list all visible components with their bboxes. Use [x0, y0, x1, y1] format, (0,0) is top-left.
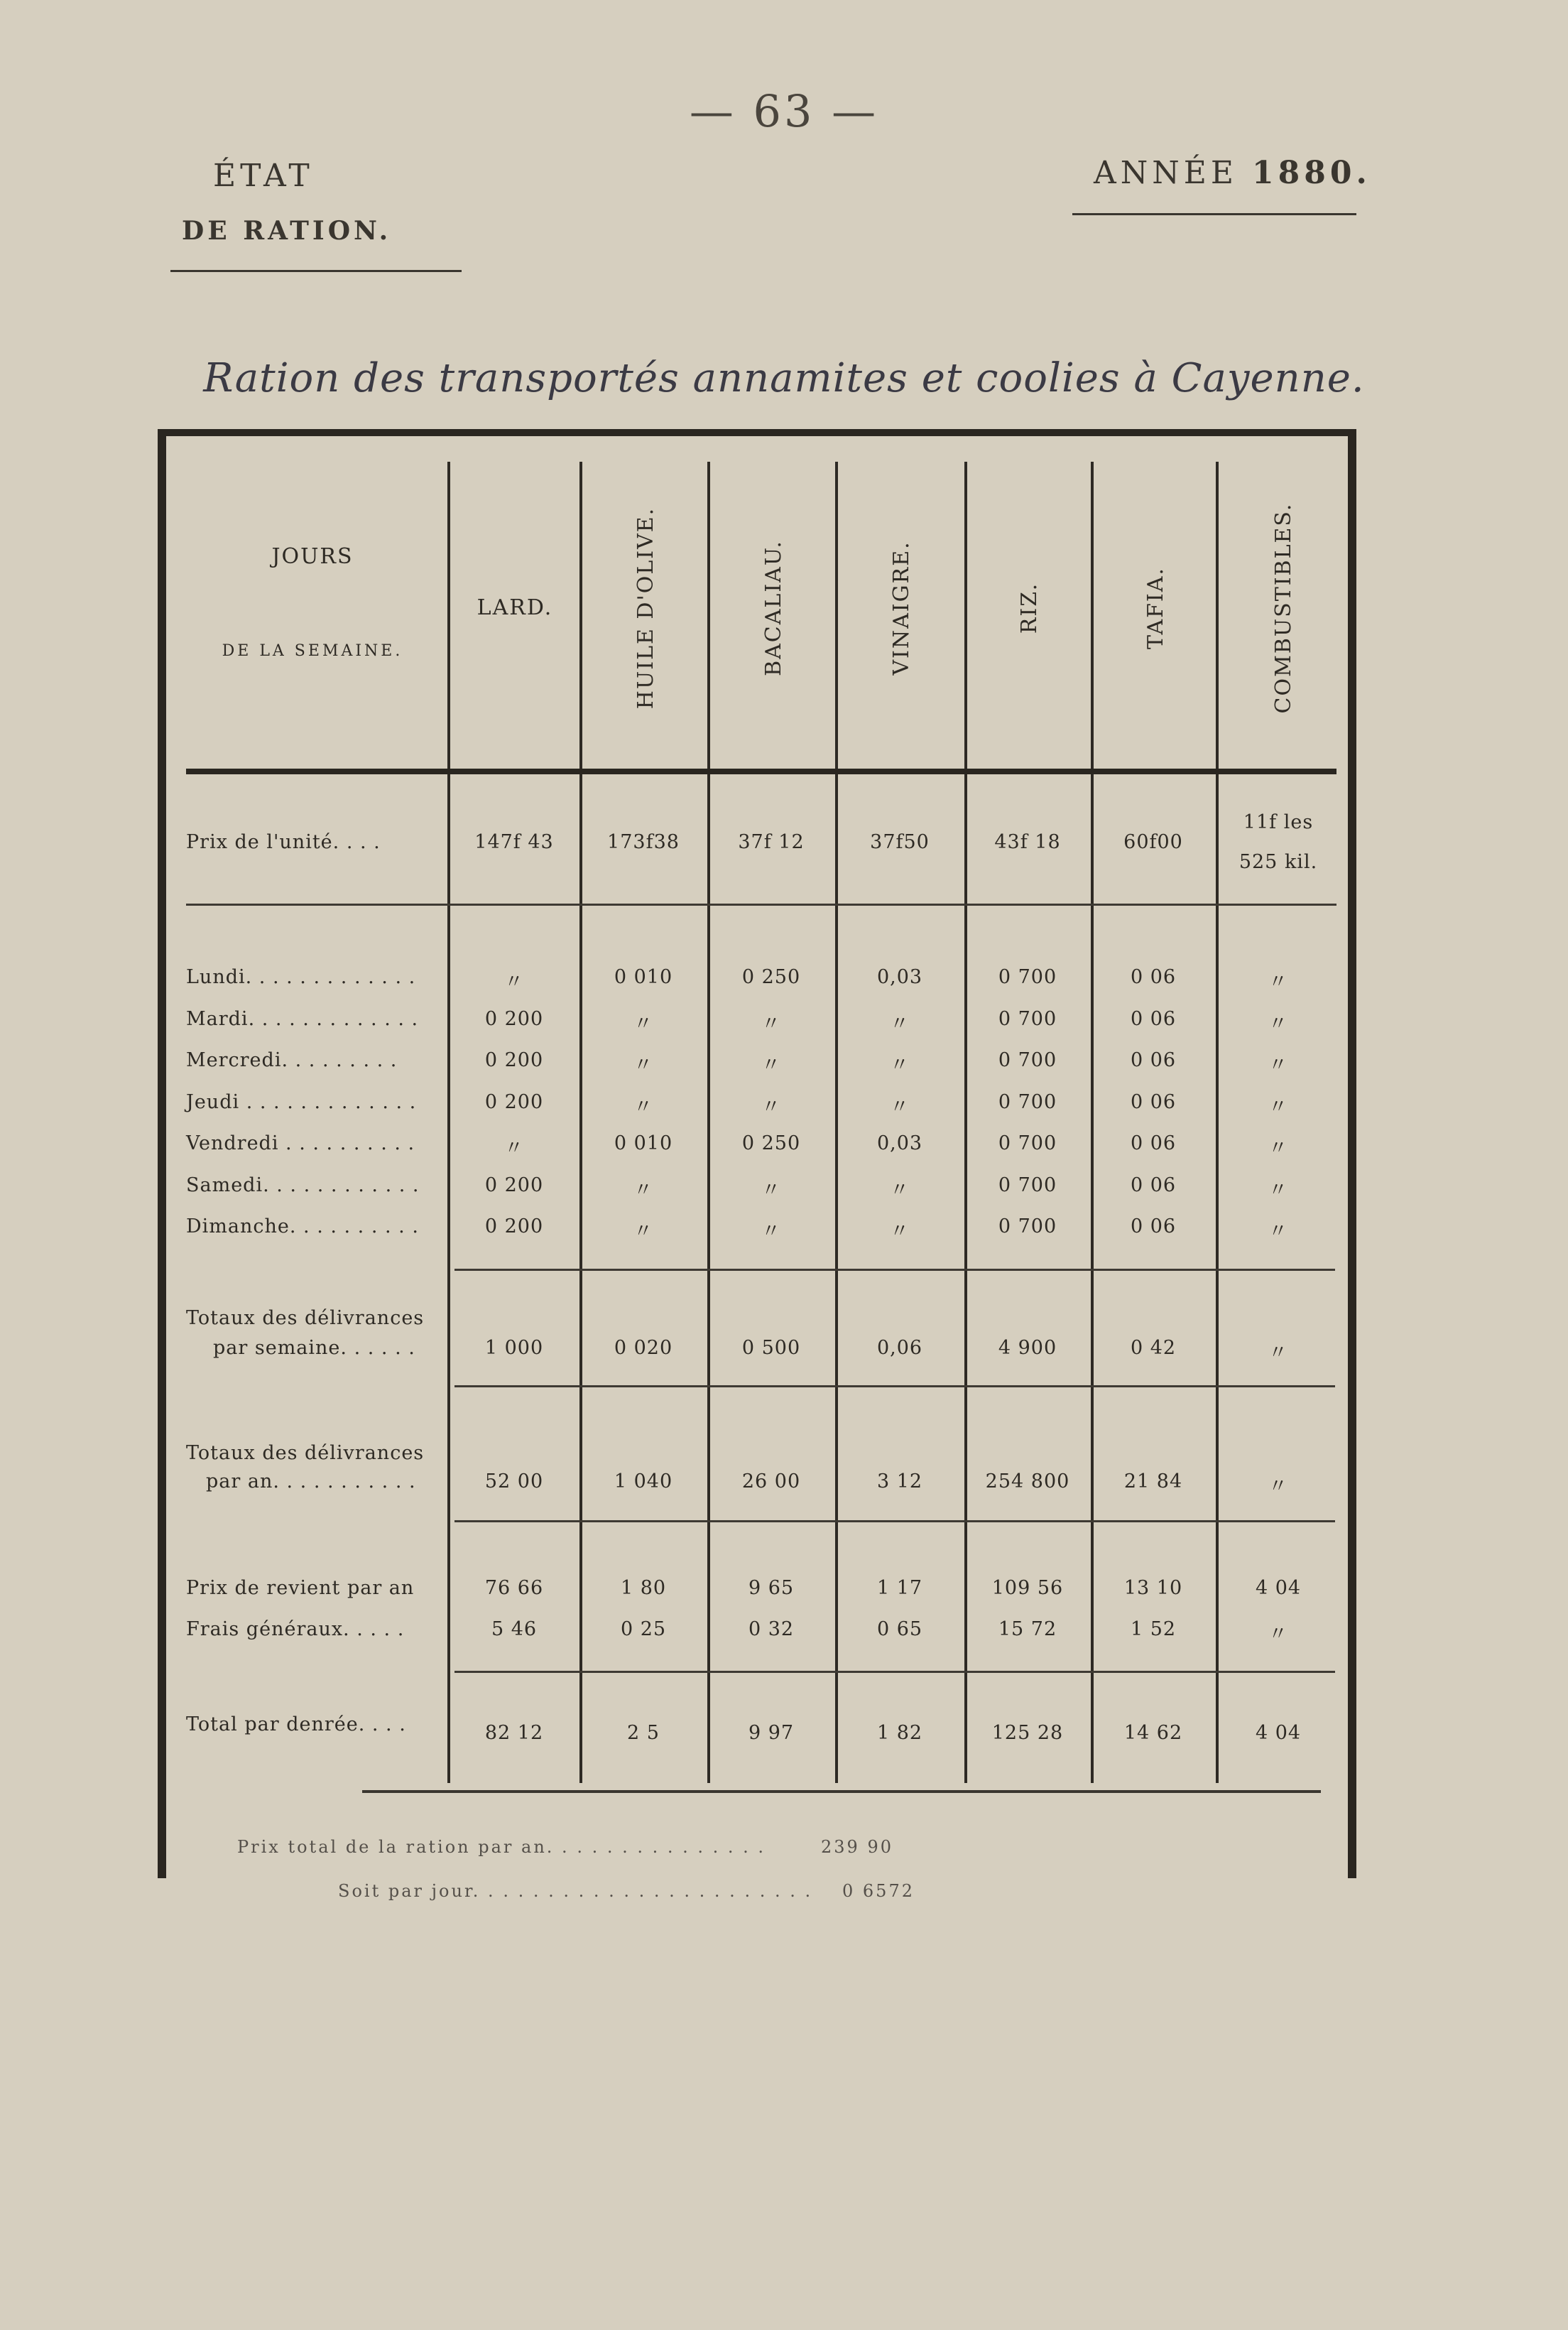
day-cell-combustibles: 〃 [1268, 1220, 1288, 1242]
totaux-an-lard: 52 00 [484, 1470, 544, 1492]
totaux-semaine-bacaliau: 0 500 [741, 1337, 801, 1359]
prix-revient-tafia: 13 10 [1123, 1577, 1183, 1599]
header-vinaigre: VINAIGRE. [889, 541, 914, 676]
day-cell-riz: 0 700 [998, 1132, 1057, 1154]
day-cell-bacaliau: 0 250 [741, 966, 801, 988]
row-label-totaux-semaine-2: par semaine. . . . . . [213, 1337, 415, 1359]
day-cell-lard: 〃 [504, 1137, 524, 1159]
day-cell-vinaigre: 0,03 [876, 966, 923, 988]
day-cell-lard: 0 200 [484, 1174, 544, 1196]
page-number: — 63 — [689, 85, 879, 137]
page-title: Ration des transportés annamites et coolies à Cayenne. [203, 355, 1365, 401]
totaux-semaine-tafia: 0 42 [1130, 1337, 1177, 1359]
total-denree-tafia: 14 62 [1123, 1722, 1183, 1744]
day-cell-combustibles: 〃 [1268, 1012, 1288, 1035]
decorative-rule [1072, 213, 1356, 215]
day-cell-lard: 〃 [504, 971, 524, 993]
table-frame-right [1348, 429, 1356, 1878]
totaux-an-riz: 254 800 [985, 1470, 1070, 1492]
par-jour-label: Soit par jour. . . . . . . . . . . . . . . . . . . . . . . [338, 1881, 813, 1901]
day-cell-bacaliau: 〃 [761, 1178, 781, 1201]
frais-riz: 15 72 [998, 1618, 1057, 1640]
header-tafia: TAFIA. [1143, 567, 1168, 649]
totaux-semaine-vinaigre: 0,06 [876, 1337, 923, 1359]
day-cell-huile: 〃 [633, 1012, 653, 1035]
decorative-rule [170, 270, 462, 272]
header-huile-olive: HUILE D'OLIVE. [633, 506, 658, 710]
row-label-totaux-semaine-1: Totaux des délivrances [186, 1307, 425, 1329]
day-cell-vinaigre: 0,03 [876, 1132, 923, 1154]
row-rule [454, 1520, 1335, 1522]
total-denree-lard: 82 12 [484, 1722, 544, 1744]
prix-huile: 173f38 [607, 831, 680, 853]
day-cell-tafia: 0 06 [1130, 1132, 1177, 1154]
header-combustibles: COMBUSTIBLES. [1271, 502, 1296, 714]
header-jours: JOURS [271, 544, 354, 569]
row-rule [186, 904, 1336, 906]
row-rule [454, 1269, 1335, 1271]
frais-tafia: 1 52 [1130, 1618, 1177, 1640]
day-cell-combustibles: 〃 [1268, 1054, 1288, 1076]
row-label-frais: Frais généraux. . . . . [186, 1618, 405, 1640]
totaux-semaine-combustibles: 〃 [1268, 1342, 1288, 1364]
row-label-prix-revient: Prix de revient par an [186, 1577, 415, 1599]
prix-total-label: Prix total de la ration par an. . . . . . . . . . . . . . . [237, 1837, 766, 1857]
total-denree-bacaliau: 9 97 [748, 1722, 795, 1744]
day-cell-riz: 0 700 [998, 1007, 1057, 1030]
prix-revient-riz: 109 56 [991, 1577, 1064, 1599]
frais-lard: 5 46 [491, 1618, 538, 1640]
day-cell-riz: 0 700 [998, 966, 1057, 988]
prix-revient-combustibles: 4 04 [1255, 1577, 1302, 1599]
table-frame-left [158, 429, 166, 1878]
prix-combustibles-unit: 525 kil. [1238, 851, 1318, 873]
day-cell-vinaigre: 〃 [890, 1178, 910, 1201]
day-cell-tafia: 0 06 [1130, 1174, 1177, 1196]
day-cell-huile: 〃 [633, 1178, 653, 1201]
day-cell-vinaigre: 〃 [890, 1012, 910, 1035]
etat-heading: ÉTAT [213, 158, 314, 194]
day-cell-riz: 0 700 [998, 1049, 1057, 1071]
day-cell-tafia: 0 06 [1130, 1215, 1177, 1237]
day-cell-combustibles: 〃 [1268, 1095, 1288, 1118]
frais-huile: 0 25 [620, 1618, 667, 1640]
day-cell-huile: 〃 [633, 1220, 653, 1242]
day-cell-huile: 〃 [633, 1095, 653, 1118]
par-jour-value: 0 6572 [842, 1881, 915, 1901]
day-cell-combustibles: 〃 [1268, 971, 1288, 993]
totaux-an-huile: 1 040 [614, 1470, 673, 1492]
day-cell-huile: 0 010 [614, 966, 673, 988]
day-label: Samedi. . . . . . . . . . . . [186, 1174, 420, 1196]
day-cell-bacaliau: 0 250 [741, 1132, 801, 1154]
totaux-an-combustibles: 〃 [1268, 1475, 1288, 1497]
prix-vinaigre: 37f50 [870, 831, 930, 853]
day-cell-combustibles: 〃 [1268, 1178, 1288, 1201]
day-cell-combustibles: 〃 [1268, 1137, 1288, 1159]
header-de-la-semaine: DE LA SEMAINE. [222, 642, 403, 660]
annee-label: ANNÉE [1094, 155, 1238, 191]
totaux-an-bacaliau: 26 00 [741, 1470, 801, 1492]
total-denree-combustibles: 4 04 [1255, 1722, 1302, 1744]
row-rule [454, 1385, 1335, 1387]
day-label: Dimanche. . . . . . . . . . [186, 1215, 419, 1237]
row-label-totaux-an-2: par an. . . . . . . . . . . [206, 1470, 416, 1492]
totaux-an-vinaigre: 3 12 [876, 1470, 923, 1492]
header-rule [186, 769, 1336, 774]
prix-revient-lard: 76 66 [484, 1577, 544, 1599]
header-lard: LARD. [477, 595, 553, 620]
day-cell-riz: 0 700 [998, 1215, 1057, 1237]
day-cell-lard: 0 200 [484, 1049, 544, 1071]
row-label-totaux-an-1: Totaux des délivrances [186, 1442, 425, 1464]
day-cell-vinaigre: 〃 [890, 1220, 910, 1242]
totaux-semaine-riz: 4 900 [998, 1337, 1057, 1359]
header-riz: RIZ. [1017, 582, 1042, 634]
frais-combustibles: 〃 [1268, 1623, 1288, 1645]
prix-revient-bacaliau: 9 65 [748, 1577, 795, 1599]
day-cell-tafia: 0 06 [1130, 1049, 1177, 1071]
day-cell-lard: 0 200 [484, 1090, 544, 1113]
prix-lard: 147f 43 [474, 831, 554, 853]
frais-bacaliau: 0 32 [748, 1618, 795, 1640]
day-cell-bacaliau: 〃 [761, 1012, 781, 1035]
frais-vinaigre: 0 65 [876, 1618, 923, 1640]
de-ration-heading: DE RATION. [182, 216, 392, 246]
prix-combustibles: 11f les [1243, 811, 1314, 833]
prix-revient-huile: 1 80 [620, 1577, 667, 1599]
day-cell-vinaigre: 〃 [890, 1095, 910, 1118]
day-label: Lundi. . . . . . . . . . . . . [186, 966, 416, 988]
prix-bacaliau: 37f 12 [738, 831, 805, 853]
day-label: Vendredi . . . . . . . . . . [186, 1132, 415, 1154]
totaux-an-tafia: 21 84 [1123, 1470, 1183, 1492]
day-cell-bacaliau: 〃 [761, 1054, 781, 1076]
total-denree-riz: 125 28 [991, 1722, 1064, 1744]
table-frame-top [165, 429, 1356, 436]
row-label-prix-unite: Prix de l'unité. . . . [186, 831, 381, 853]
day-label: Jeudi . . . . . . . . . . . . . [186, 1090, 417, 1113]
day-cell-bacaliau: 〃 [761, 1095, 781, 1118]
day-cell-riz: 0 700 [998, 1174, 1057, 1196]
prix-riz: 43f 18 [994, 831, 1061, 853]
day-cell-riz: 0 700 [998, 1090, 1057, 1113]
prix-revient-vinaigre: 1 17 [876, 1577, 923, 1599]
day-cell-tafia: 0 06 [1130, 966, 1177, 988]
column-divider [447, 462, 450, 1783]
day-cell-huile: 〃 [633, 1054, 653, 1076]
prix-total-value: 239 90 [821, 1837, 893, 1857]
table-frame-bottom [362, 1790, 1321, 1793]
annee-value: 1880. [1252, 155, 1371, 191]
annee-heading [1094, 155, 1371, 191]
total-denree-vinaigre: 1 82 [876, 1722, 923, 1744]
day-label: Mercredi. . . . . . . . . [186, 1049, 398, 1071]
totaux-semaine-huile: 0 020 [614, 1337, 673, 1359]
totaux-semaine-lard: 1 000 [484, 1337, 544, 1359]
header-bacaliau: BACALIAU. [761, 540, 786, 676]
row-rule [454, 1671, 1335, 1673]
day-cell-tafia: 0 06 [1130, 1007, 1177, 1030]
day-cell-lard: 0 200 [484, 1215, 544, 1237]
day-cell-vinaigre: 〃 [890, 1054, 910, 1076]
day-cell-huile: 0 010 [614, 1132, 673, 1154]
day-cell-lard: 0 200 [484, 1007, 544, 1030]
day-label: Mardi. . . . . . . . . . . . . [186, 1007, 419, 1030]
total-denree-huile: 2 5 [627, 1722, 660, 1744]
day-cell-bacaliau: 〃 [761, 1220, 781, 1242]
prix-tafia: 60f00 [1123, 831, 1183, 853]
row-label-total-denree: Total par denrée. . . . [186, 1713, 406, 1735]
day-cell-tafia: 0 06 [1130, 1090, 1177, 1113]
